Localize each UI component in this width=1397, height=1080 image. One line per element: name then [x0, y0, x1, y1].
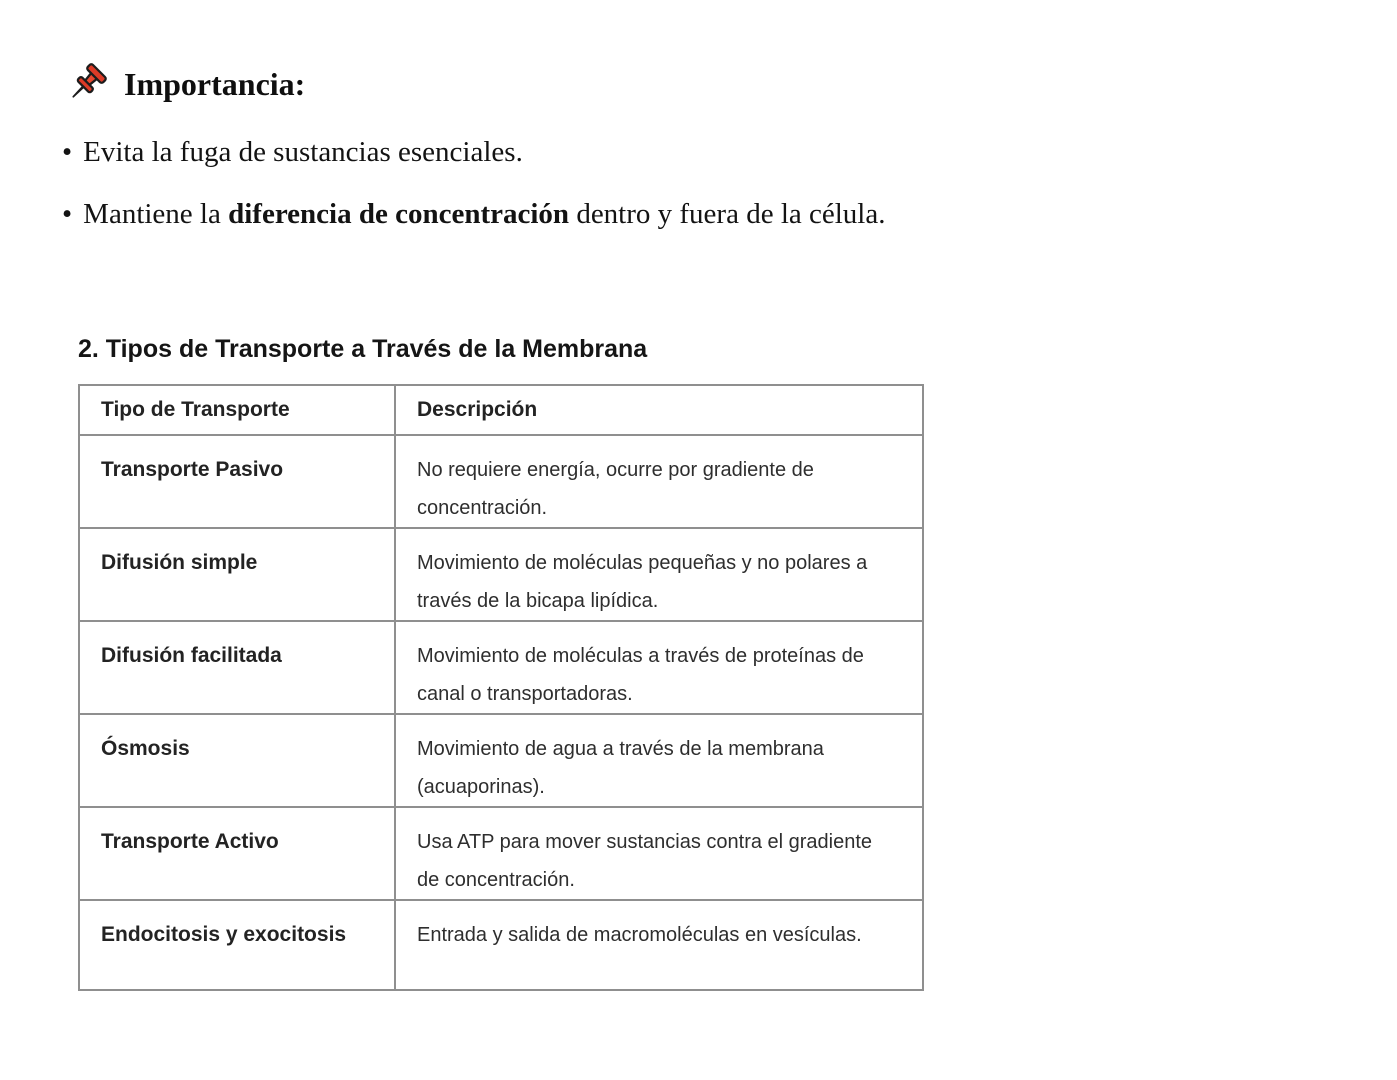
bullet-item-2: [62, 196, 1362, 232]
cell-descripcion-text: Movimiento de moléculas pequeñas y no polares a través de la bicapa lipídica.: [417, 552, 868, 612]
column-header-descripcion: Descripción: [395, 385, 923, 435]
bullet-text-2-pre: Mantiene la: [83, 198, 229, 230]
cell-descripcion-text: Usa ATP para mover sustancias contra el gradiente de concentración.: [417, 831, 873, 891]
bullet-marker: •: [62, 136, 73, 168]
table-header-row: [79, 385, 923, 435]
transport-table: [78, 384, 924, 991]
table-row: [79, 900, 923, 990]
column-header-tipo: Tipo de Transporte: [79, 385, 395, 435]
cell-descripcion: [395, 528, 923, 621]
cell-tipo: Transporte Pasivo: [79, 435, 395, 528]
cell-descripcion-text: No requiere energía, ocurre por gradiente de concentración.: [417, 459, 814, 519]
cell-descripcion-text: Entrada y salida de macromoléculas en vesículas.: [417, 924, 862, 946]
bullet-item-1: [62, 134, 1362, 170]
section-heading: 2. Tipos de Transporte a Través de la Membrana: [78, 335, 648, 363]
cell-descripcion-text: Movimiento de moléculas a través de proteínas de canal o transportadoras.: [417, 645, 864, 705]
cell-descripcion: [395, 714, 923, 807]
bullet-text-1: Evita la fuga de sustancias esenciales.: [83, 136, 523, 168]
importance-bullets: [62, 134, 1362, 232]
table-row: [79, 714, 923, 807]
cell-descripcion-text: Movimiento de agua a través de la membrana (acuaporinas).: [417, 738, 824, 798]
bullet-text-2-post: dentro y fuera de la célula.: [569, 198, 886, 230]
cell-descripcion: [395, 900, 923, 990]
document-content: [62, 58, 1362, 991]
table-row: [79, 435, 923, 528]
cell-tipo: Transporte Activo: [79, 807, 395, 900]
pushpin-icon: [62, 60, 110, 108]
importance-heading: Importancia:: [124, 65, 306, 102]
table-row: [79, 528, 923, 621]
importance-heading-row: [62, 58, 1362, 110]
cell-tipo: Difusión simple: [79, 528, 395, 621]
bullet-text-2: [83, 196, 885, 232]
table-row: [79, 807, 923, 900]
cell-tipo: Ósmosis: [79, 714, 395, 807]
cell-tipo: Difusión facilitada: [79, 621, 395, 714]
cell-descripcion: [395, 621, 923, 714]
table-row: [79, 621, 923, 714]
cell-tipo: Endocitosis y exocitosis: [79, 900, 395, 990]
bullet-marker: •: [62, 198, 73, 230]
cell-descripcion: [395, 807, 923, 900]
cell-descripcion: [395, 435, 923, 528]
bullet-text-2-bold: diferencia de concentración: [228, 198, 570, 230]
